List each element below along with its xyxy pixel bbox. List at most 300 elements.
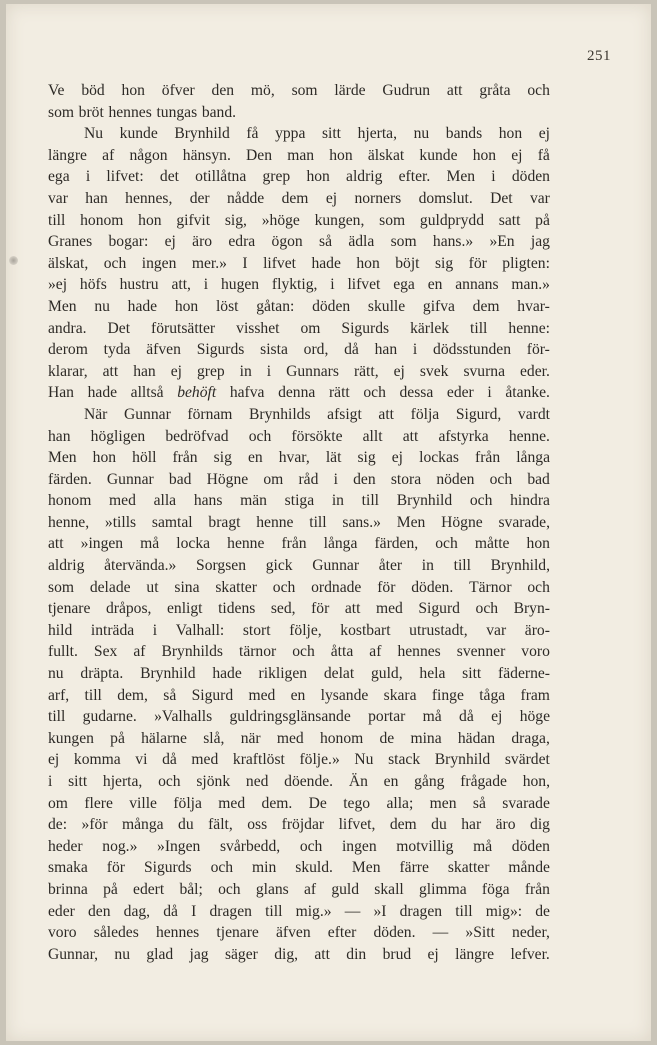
word: nog.» [102,837,138,855]
word: ut [146,578,159,596]
word: »för [81,816,108,834]
word: och [158,773,181,790]
word: Brynhild [396,492,453,510]
word: brud [382,945,412,963]
text-line [48,749,550,771]
word: säger [224,945,258,963]
word: den [353,470,376,488]
word: från [281,535,307,553]
word: Den [246,146,273,164]
word: till [361,492,380,510]
text-line [48,728,550,750]
word: färre [399,859,429,877]
word: döende. [284,773,334,790]
body-text [48,80,550,965]
word: honom [80,211,124,229]
word: kungen [48,729,94,747]
word: Brynhilds [249,405,311,423]
word: dem, [117,686,148,704]
word: af [369,643,382,661]
word: försökte [291,427,343,445]
word: man.» [511,276,550,294]
text-line [48,426,550,448]
word: henne [256,513,294,531]
word: i [203,276,209,294]
word: Nu [84,125,104,143]
word: »Sitt [465,924,495,942]
word: Tärnor [469,578,512,596]
word: hon [329,146,353,164]
word: ej [48,751,60,769]
word: hon [356,254,380,272]
word: som [379,211,406,229]
word: bogar: [108,233,149,251]
word: henne: [508,319,550,337]
word: Sigurds [196,341,245,359]
word: pligten: [502,254,550,272]
word: dräpta. [80,665,124,683]
word: bedröfvad [165,427,229,445]
word: aldrig [48,557,85,575]
word: från [172,449,198,467]
word: svurna [463,362,506,380]
word: döden. [373,924,416,942]
word: hälarne [141,729,187,747]
text-line [48,210,550,232]
word: dig [530,816,550,834]
word: af [303,880,317,898]
word: skall [374,880,404,898]
text-line [48,145,550,167]
word: bragt [208,513,241,531]
word: Brynhild [174,125,230,143]
word: han [133,362,156,380]
word: honom [319,729,364,747]
word: döden. [411,578,454,596]
word: Sorgsen [196,557,247,575]
word: guld [331,880,360,898]
word: jag [189,945,209,963]
word: gråta [479,82,511,99]
word: älskat, [48,254,89,272]
word: förutsätter [151,319,216,337]
word: fröjdar [281,816,325,834]
word: äro [192,233,213,251]
text-line [48,793,550,815]
word: att [402,427,419,445]
word: ej [511,146,523,164]
text-line [48,555,550,577]
text-line [48,361,550,383]
word: Gunnars [286,362,339,380]
word: mö, [250,82,275,99]
text-line [48,685,550,707]
word: och [527,82,550,99]
word: mina [410,729,442,747]
word: män [240,492,267,510]
word: hans [193,492,223,510]
word: Gunnar, [48,945,99,963]
word: hade [311,254,341,272]
word: flere [84,794,113,812]
word: rikligen [258,665,308,683]
word: ville [129,794,157,812]
word: dig, [274,945,299,963]
word: har [461,816,482,834]
word: finge [431,686,464,704]
text-line [48,533,550,555]
word: hennes, [125,189,173,207]
word: I [242,254,248,272]
word: henne. [508,427,550,445]
word: följa [410,405,440,423]
word: Men [446,168,476,186]
word: bad [168,470,192,488]
word: som [390,233,417,251]
word: voro [48,924,77,942]
word: andra. [48,319,87,337]
word: döden [312,297,351,315]
word: Sex [93,643,118,661]
word: Men [48,297,77,315]
word: lifvet [263,254,296,272]
word: att, [171,276,191,294]
word: hjerta, [102,773,143,790]
word: hon [174,297,199,315]
word: i [487,384,492,402]
word: jag [530,233,550,251]
word: Högne [441,513,483,531]
word: följe, [289,621,322,639]
word: hon, [522,773,550,790]
word: stora [390,470,422,488]
text-line [48,641,550,663]
word: hennes [397,643,441,661]
word: med [218,794,246,812]
word: behöft [177,384,217,402]
word: portar [368,708,406,726]
text-line [48,253,550,275]
word: svarade, [498,513,550,531]
word: inträda [90,621,135,639]
word: dem [472,297,500,315]
word: och [363,384,386,402]
word: delat [323,665,355,683]
word: ej [393,362,405,380]
word: visshet [236,319,280,337]
word: hennes [108,103,152,121]
word: smaka [48,859,88,877]
word: du [431,816,447,834]
word: böjt [395,254,420,272]
word: sig, [224,211,247,229]
word: I [191,902,197,920]
word: hvar- [517,297,550,315]
text-line [48,231,550,253]
text-line [48,123,550,145]
word: som [48,103,74,121]
word: på [103,880,118,898]
word: Men [351,859,381,877]
word: rätt [328,384,350,402]
word: Nu [354,751,374,769]
word: draga, [511,729,550,747]
word: ned [245,773,269,790]
word: »ingen [80,535,124,553]
word: följa [173,794,202,812]
word: tjenare [216,924,259,942]
word: ingen [141,254,177,272]
word: Valhall: [175,621,225,639]
word: kraftlöst [232,751,285,769]
word: Sigurd [418,600,460,618]
word: en [290,686,306,704]
word: och [103,254,127,272]
word: heder [48,837,83,855]
word: kunde [419,146,458,164]
word: som [291,82,318,99]
word: sed, [270,600,296,618]
text-line [48,404,550,426]
page-number: 251 [587,48,611,64]
word: med [375,600,403,618]
word: flyktig, [271,276,318,294]
word: älskat [367,146,405,164]
word: slå, [203,729,225,747]
word: nådde [227,189,265,207]
word: frågade [460,773,507,790]
word: högligen [90,427,146,445]
word: bands [445,125,483,143]
word: men [429,794,457,812]
word: hade [127,297,158,315]
word: grep [196,362,225,380]
word: stiga [284,492,315,510]
word: löst [215,297,239,315]
word: sitt [68,773,88,790]
word: äro- [524,621,550,639]
word: på [110,729,125,747]
word: eder [48,902,75,920]
word: förnam [187,405,233,423]
text-line [48,598,550,620]
word: med [191,751,219,769]
word: in [421,557,434,575]
word: för [377,578,396,596]
word: gifva [422,297,455,315]
word: från [524,880,550,898]
word: och [272,578,296,596]
word: hugen [220,276,260,294]
word: »I [373,902,387,920]
word: hädan [457,729,496,747]
word: om [48,794,68,812]
word: »ej [48,276,68,294]
word: tåga [479,686,506,704]
word: ord, [303,341,329,359]
word: band. [201,103,237,121]
word: derom [48,341,88,359]
word: som [48,578,74,596]
word: långa [516,449,550,467]
word: eder. [520,362,550,380]
word: få [537,146,550,164]
text-line [48,620,550,642]
word: tidens [218,600,256,618]
word: nu [413,125,430,143]
word: kärlek [410,319,450,337]
word: och [489,470,513,488]
word: sista [260,341,288,359]
word: honom [48,492,92,510]
word: så [163,686,177,704]
word: det [159,168,179,186]
word: brinna [48,880,88,898]
word: öfver [161,82,195,99]
word: ädla [348,233,375,251]
word: grep [262,168,291,186]
word: Bryn- [513,600,550,618]
word: på [535,211,550,229]
word: lärde [334,82,366,99]
word: till [309,513,327,531]
word: klarar, [48,362,88,380]
word: vi [135,751,148,769]
word: bål; [179,880,203,898]
word: var [529,189,550,207]
text-line [48,879,550,901]
word: Sigurds [143,859,192,877]
text-line [48,663,550,685]
word: i [266,362,272,380]
word: gifvit [176,211,211,229]
word: och [218,880,241,898]
word: med [248,686,276,704]
word: att [102,362,119,380]
word: följe.» [299,751,340,769]
word: voro [521,643,550,661]
word: in [239,362,252,380]
word: »Ingen [157,837,201,855]
word: således [93,924,139,942]
word: ordnade [311,578,362,596]
word: dem [281,189,309,207]
word: då [344,341,359,359]
word: din [346,945,367,963]
word: dragen [399,902,443,920]
word: måtte [474,535,510,553]
word: af [133,643,146,661]
text-line [48,490,550,512]
word: de [379,729,395,747]
word: föga [481,880,510,898]
word: få [246,125,259,143]
word: glans [255,880,289,898]
word: var [486,621,507,639]
word: den [88,902,111,920]
word: ej [164,233,176,251]
word: sina [174,578,200,596]
word: han [374,341,398,359]
word: sitt [321,125,342,143]
word: sig [213,449,232,467]
word: ingen [341,837,377,855]
word: Gunnar [124,405,171,423]
word: delade [89,578,131,596]
word: Brynhild [140,665,196,683]
word: ega [393,276,415,294]
word: »höge [261,211,300,229]
word: dag, [123,902,151,920]
word: bröt [78,103,104,121]
word: till [455,902,473,920]
word: för- [526,341,550,359]
text-line [48,577,550,599]
word: skara [383,686,417,704]
word: Men [396,513,426,531]
word: svärdet [504,751,550,769]
word: för [106,859,125,877]
word: att [344,600,361,618]
word: så [472,794,486,812]
word: alla; [386,794,414,812]
word: hon [92,449,117,467]
word: De [308,794,327,812]
word: Han [48,384,74,402]
word: Gunnar [106,470,154,488]
word: guldringsglänsande [229,708,351,726]
word: sig [434,254,454,272]
word: hjerta, [357,125,398,143]
word: ej [491,708,503,726]
word: dödsstunden [433,341,512,359]
word: han [48,427,71,445]
word: sitt [462,665,482,683]
text-line [48,318,550,340]
word: utrustadt, [409,621,468,639]
word: till [453,557,471,575]
word: Ve [48,82,65,99]
word: och [527,578,550,596]
word: i [152,621,158,639]
word: om [263,470,284,488]
word: locka [176,535,211,553]
word: att [314,945,330,963]
word: arf, [48,686,70,704]
word: lifvet: [106,168,144,186]
text-line [48,296,550,318]
word: sjönk [196,773,231,790]
text-line [48,857,550,879]
word: i [48,773,53,790]
word: att [48,535,64,553]
word: tjenare [48,600,91,618]
word: äfven [146,341,181,359]
word: de [535,902,550,920]
word: hon [121,82,145,99]
text-line [48,274,550,296]
word: ej [325,189,338,207]
text-line [48,944,550,966]
paper-stain [9,256,18,265]
word: ej [427,945,439,963]
word: »En [489,233,515,251]
word: hela [419,665,446,683]
word: — [432,924,449,942]
word: hild [48,621,73,639]
word: hon [498,125,523,143]
word: glad [146,945,174,963]
